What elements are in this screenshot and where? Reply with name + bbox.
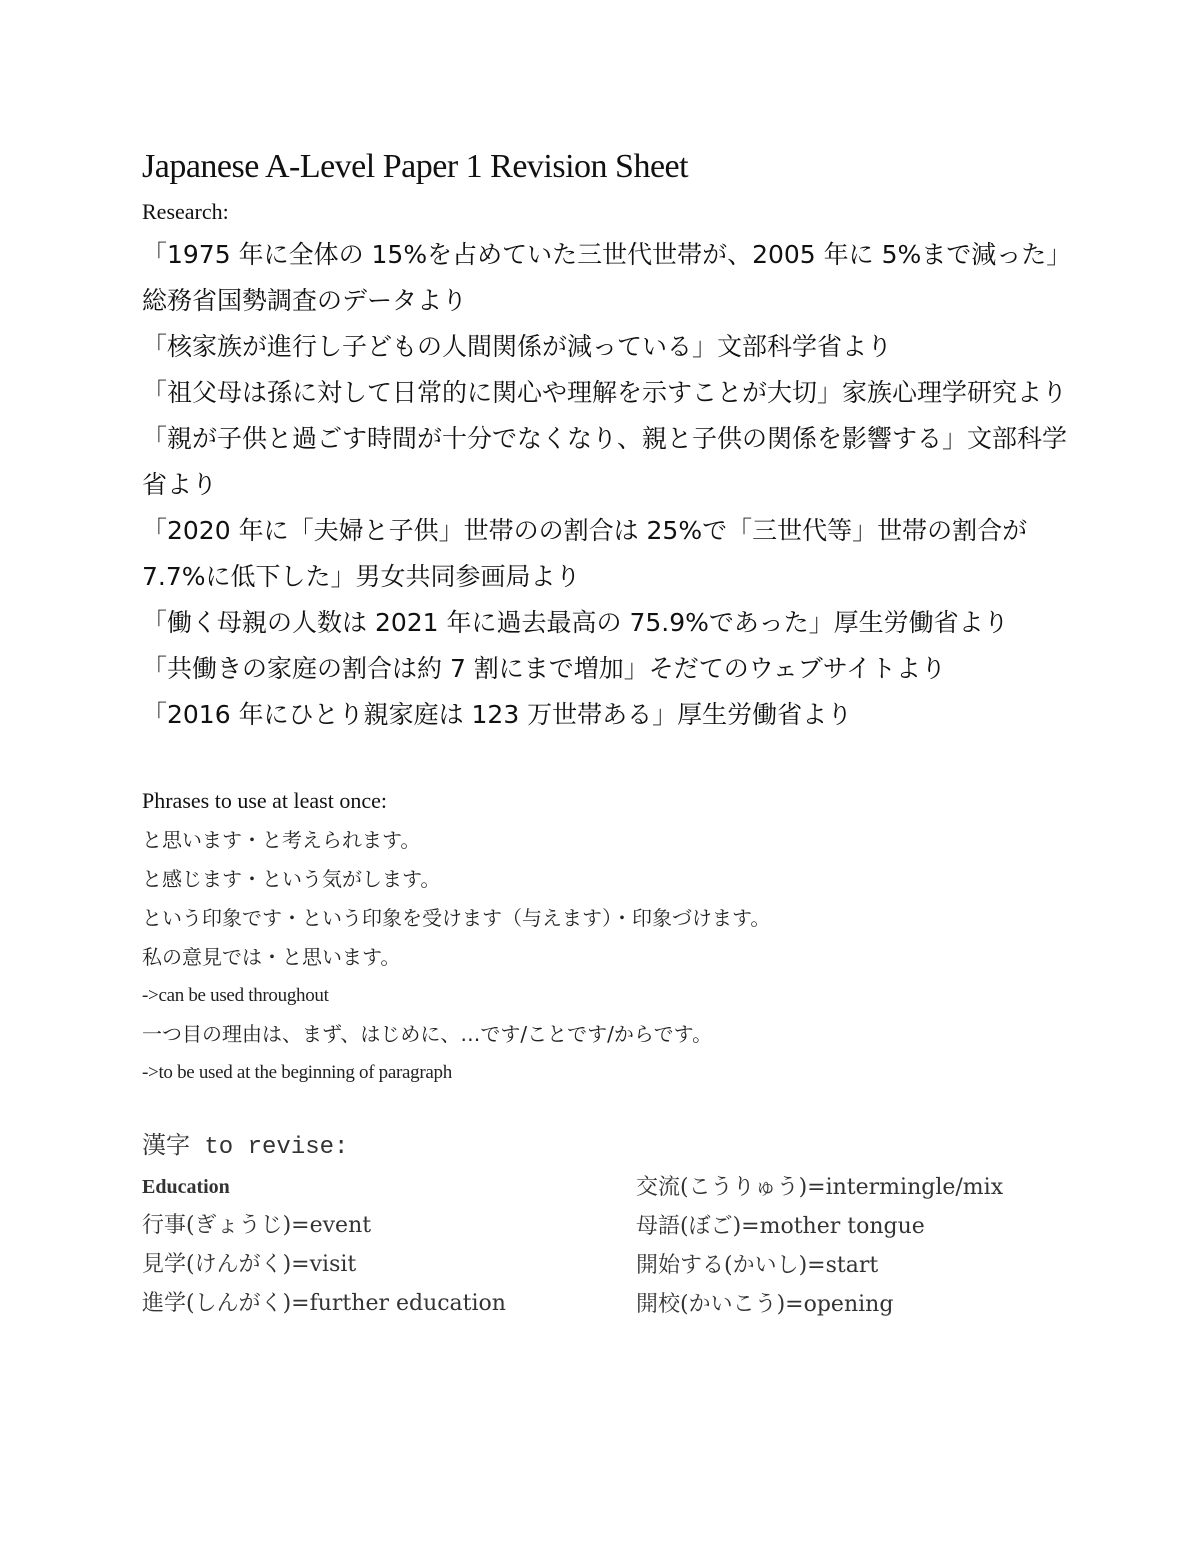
kanji-heading [142,1125,1072,1168]
research-label: Research: [142,199,229,224]
phrase-item: 私の意見では・と思います。 [142,945,401,969]
research-quote: 「親が子供と過ごす時間が十分でなくなり、親と子供の関係を影響する」文部科学省より [142,424,1068,499]
research-quote: 「核家族が進行し子どもの人間関係が減っている」文部科学省より [142,332,893,361]
kanji-heading-kanji: 漢字 [142,1131,190,1159]
phrase-item: と感じます・という気がします。 [142,867,441,891]
vocab-item: 見学(けんがく)=visit [142,1252,357,1277]
phrase-note: ->to be used at the beginning of paragraph [142,1062,452,1083]
research-quote: 「祖父母は孫に対して日常的に関心や理解を示すことが大切」家族心理学研究より [142,378,1068,407]
phrases-section [142,781,1072,1092]
vocab-category: Education [142,1176,230,1198]
research-quote: 「共働きの家庭の割合は約 7 割にまで増加」そだてのウェブサイトより [142,654,947,683]
research-quote: 「2016 年にひとり親家庭は 123 万世帯ある」厚生労働省より [142,700,853,729]
vocab-item: 進学(しんがく)=further education [142,1291,506,1316]
kanji-section [142,1125,1072,1324]
research-quote: 「働く母親の人数は 2021 年に過去最高の 75.9%であった」厚生労働省より [142,608,1009,637]
vocab-column-right [636,1168,1056,1324]
vocab-item: 開始する(かいし)=start [636,1253,879,1278]
vocab-item: 行事(ぎょうじ)=event [142,1213,372,1238]
vocab-item: 開校(かいこう)=opening [636,1292,894,1317]
phrase-note: ->can be used throughout [142,985,329,1006]
vocab-columns [142,1168,1072,1324]
phrase-item: と思います・と考えられます。 [142,828,421,852]
kanji-heading-text: to revise: [190,1134,349,1161]
document-page [142,140,1072,1324]
phrase-list [142,821,1072,1092]
phrase-item: 一つ目の理由は、まず、はじめに、…です/ことです/からです。 [142,1022,713,1046]
vocab-column-left [142,1168,636,1324]
phrase-item: という印象です・という印象を受けます（与えます）・印象づけます。 [142,906,771,930]
vocab-item: 母語(ぼご)=mother tongue [636,1214,925,1239]
research-section [142,194,1072,738]
vocab-item: 交流(こうりゅう)=intermingle/mix [636,1175,1004,1200]
research-list [142,232,1072,738]
research-quote: 「2020 年に「夫婦と子供」世帯のの割合は 25%で「三世代等」世帯の割合が 7.7%に低下した」男女共同参画局より [142,516,1028,591]
phrases-label: Phrases to use at least once: [142,788,387,813]
document-title: Japanese A-Level Paper 1 Revision Sheet [142,148,689,185]
research-quote: 「1975 年に全体の 15%を占めていた三世代世帯が、2005 年に 5%まで減った」総務省国勢調査のデータより [142,240,1072,315]
